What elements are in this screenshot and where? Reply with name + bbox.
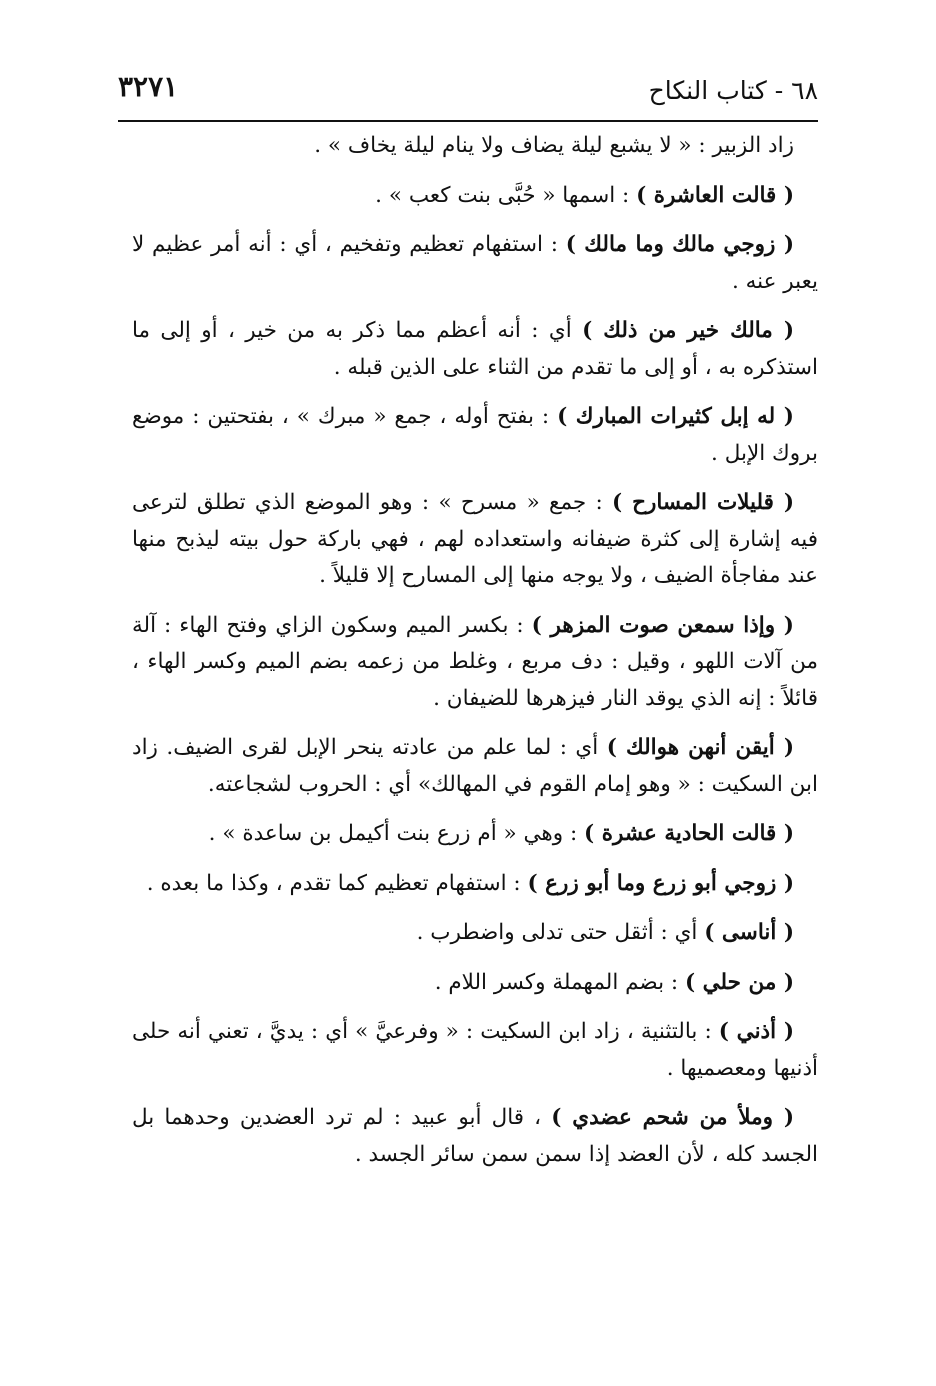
quoted-term: ( قالت الحادية عشرة ) — [584, 821, 794, 846]
paragraph-text: زاد الزبير : « لا يشبع ليلة يضاف ولا ينام ليلة يخاف » . — [314, 133, 794, 158]
quoted-term: ( زوجي أبو زرع وما أبو زرع ) — [527, 870, 794, 896]
quoted-term: ( زوجي مالك وما مالك ) — [565, 232, 794, 257]
paragraph — [132, 1014, 818, 1087]
paragraph-text: : جمع « مسرح » : وهو الموضع الذي تطلق لترعى فيه إشارة إلى كثرة ضيفانه واستعداده لهم ، فهي باركة حول بيته ليذبح منها عند مفاجأة الضيف ، ولا يوجه منها إلى المسارح إلا قليلاً . — [132, 490, 818, 588]
quoted-term: ( قليلات المسارح ) — [611, 490, 794, 515]
quoted-term: ( وملأ من شحم عضدي ) — [551, 1105, 794, 1130]
paragraph-text: : استفهام تعظيم وتفخيم ، أي : أنه أمر عظيم لا يعبر عنه . — [132, 232, 818, 294]
paragraph — [132, 485, 818, 595]
quoted-term: ( قالت العاشرة ) — [636, 182, 794, 208]
paragraph-text: أي : لما علم من عادته ينحر الإبل لقرى الضيف. زاد ابن السكيت : « وهو إمام القوم في المهالك» أي : الحروب لشجاعته. — [132, 735, 818, 797]
paragraph-text: : بكسر الميم وسكون الزاي وفتح الهاء : آلة من آلات اللهو ، وقيل : دف مربع ، وغلط من زعمه بضم الميم وكسر الهاء ، قائلاً : إنه الذي يوقد النار فيزهرها للضيفان . — [132, 612, 818, 711]
paragraph — [132, 227, 818, 300]
paragraph — [132, 399, 818, 472]
paragraph — [132, 866, 818, 903]
quoted-term: ( له إبل كثيرات المبارك ) — [557, 404, 794, 429]
running-title: ٦٨ - كتاب النكاح — [648, 76, 818, 105]
paragraph-text: ، قال أبو عبيد : لم ترد العضدين وحدهما بل الجسد كله ، لأن العضد إذا سمن سمن سائر الجسد . — [132, 1105, 818, 1167]
paragraph-text: : بضم المهملة وكسر اللام . — [434, 969, 685, 995]
quoted-term: ( أذني ) — [718, 1019, 794, 1044]
page-header — [118, 66, 818, 122]
quoted-term: ( أيقن أنهن هوالك ) — [606, 735, 794, 760]
paragraph-text: : استفهام تعظيم كما تقدم ، وكذا ما بعده . — [146, 870, 528, 896]
paragraph-text: : بفتح أوله ، جمع « مبرك » ، بفتحتين : موضع بروك الإبل . — [132, 404, 818, 466]
quoted-term: ( مالك خير من ذلك ) — [582, 318, 794, 343]
paragraph — [132, 915, 818, 952]
paragraph-text: أي : أنه أعظم مما ذكر به من خير ، أو إلى ما استذكره به ، أو إلى ما تقدم من الثناء على الذين قبله . — [132, 318, 818, 380]
paragraph-text: : اسمها « حُبَّى بنت كعب » . — [375, 182, 637, 208]
commentary-body — [132, 128, 818, 1186]
paragraph-text: : وهي « أم زرع بنت أكيمل بن ساعدة » . — [208, 821, 585, 846]
paragraph — [132, 128, 818, 165]
page-number: ٣٢٧١ — [118, 70, 179, 103]
paragraph — [132, 965, 818, 1002]
paragraph-text: أي : أثقل حتى تدلى واضطرب . — [416, 920, 705, 945]
paragraph — [132, 730, 818, 803]
quoted-term: ( أناسى ) — [704, 920, 794, 945]
quoted-term: ( من حلي ) — [684, 969, 794, 995]
paragraph-text: : بالتثنية ، زاد ابن السكيت : « وفرعيَّ » أي : يديَّ ، تعني أنه حلى أذنيها ومعصميها . — [132, 1019, 818, 1081]
quoted-term: ( وإذا سمعن صوت المزهر ) — [531, 612, 794, 638]
paragraph — [132, 1100, 818, 1173]
paragraph — [132, 313, 818, 386]
paragraph — [132, 816, 818, 853]
paragraph — [132, 608, 818, 718]
paragraph — [132, 178, 818, 215]
